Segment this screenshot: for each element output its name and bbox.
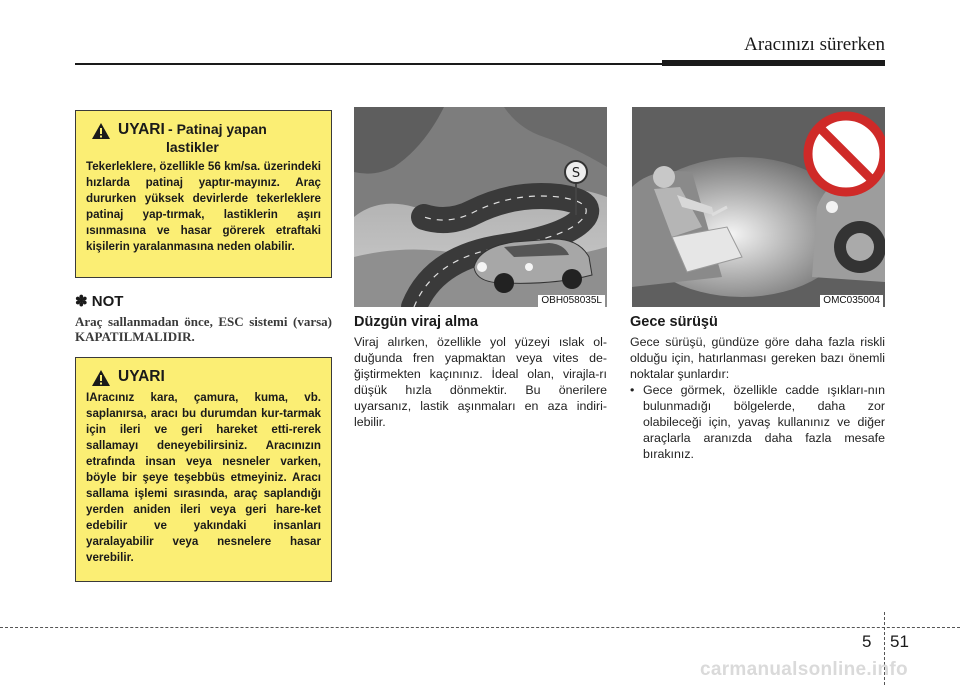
header-rule-accent bbox=[662, 60, 885, 66]
figure-night-driving bbox=[632, 107, 885, 307]
svg-text:S: S bbox=[571, 166, 581, 181]
bullet-dot-icon: • bbox=[630, 383, 635, 397]
watermark: carmanualsonline.info bbox=[700, 659, 908, 680]
warning-title: UYARI bbox=[118, 121, 165, 138]
warning-box-rocking-vehicle bbox=[75, 357, 332, 582]
chapter-number: 5 bbox=[862, 632, 872, 651]
night-driving-illustration bbox=[632, 107, 885, 307]
warning-triangle-icon bbox=[92, 123, 110, 139]
figure-code: OBH058035L bbox=[538, 295, 605, 307]
page-number: 51 bbox=[890, 632, 909, 651]
section-body-curve: Viraj alırken, özellikle yol yüzeyi ıslak ol-duğunda fren yapmaktan veya vites de-ğiştirmekten kaçınınız. İdeal olan, virajla-rı düşük hızla dönmektir. Bu önerilere uyarsanız, lastik aşınmaları en aza indiri-lebilir. bbox=[354, 335, 607, 429]
warning-title: UYARI bbox=[118, 368, 165, 385]
section-title-curve: Düzgün viraj alma bbox=[354, 314, 479, 330]
running-header: Aracınızı sürerken bbox=[744, 34, 885, 55]
figure-code: OMC035004 bbox=[820, 295, 883, 307]
warning-body: Tekerleklere, özellikle 56 km/sa. üzerindeki hızlarda patinaj yaptır-mayınız. Araç dururken yüksek devirlerde tekerleklere patinaj yap-tırmak, lastiklerin aşırı ısınmasına ve hasar görerek etraftaki kişilerin yaralanmasına neden olabilir. bbox=[86, 160, 321, 253]
section-title-night: Gece sürüşü bbox=[630, 314, 718, 330]
section-intro-night: Gece sürüşü, gündüze göre daha fazla riskli olduğu için, hatırlanması gereken bazı önemli noktalar şunlardır: bbox=[630, 335, 885, 381]
footer-rule bbox=[0, 627, 960, 628]
warning-box-spinning-tires bbox=[75, 110, 332, 278]
warning-header bbox=[92, 368, 321, 386]
figure-curvy-road bbox=[354, 107, 607, 307]
warning-subtitle-line2: lastikler bbox=[165, 139, 219, 155]
warning-header bbox=[92, 121, 321, 155]
note-body: Araç sallanmadan önce, ESC sistemi (varsa) KAPATILMALIDIR. bbox=[75, 314, 332, 344]
warning-body: IAracınız kara, çamura, kuma, vb. saplanırsa, aracı bu durumdan kur-tarmak için ileri ve geri hareket etti-rerek sallamayı deneyebilirsiniz. Aracınızın etrafında insan veya nesneler varken, böyle bir şeye teşebbüs etmeyiniz. Aracı sallama işlemi sırasında, araç saplandığı yerden aniden ileri veya geri hare-ket edebilir ve yakındaki insanları yaralayabilir veya nesnelere hasar verebilir. bbox=[86, 391, 321, 564]
warning-triangle-icon bbox=[92, 370, 110, 386]
bullet-item bbox=[630, 382, 885, 462]
bullet-text: Gece görmek, özellikle cadde ışıkları-nın bulunmadığı bölgelerde, daha zor olabileceği için, yavaş kullanınız ve diğer araçlarla aranızda daha fazla mesafe bırakınız. bbox=[643, 383, 885, 461]
warning-subtitle-line1: - Patinaj yapan bbox=[168, 121, 267, 137]
curvy-road-illustration bbox=[354, 107, 607, 307]
note-title: ✽ NOT bbox=[75, 293, 124, 310]
